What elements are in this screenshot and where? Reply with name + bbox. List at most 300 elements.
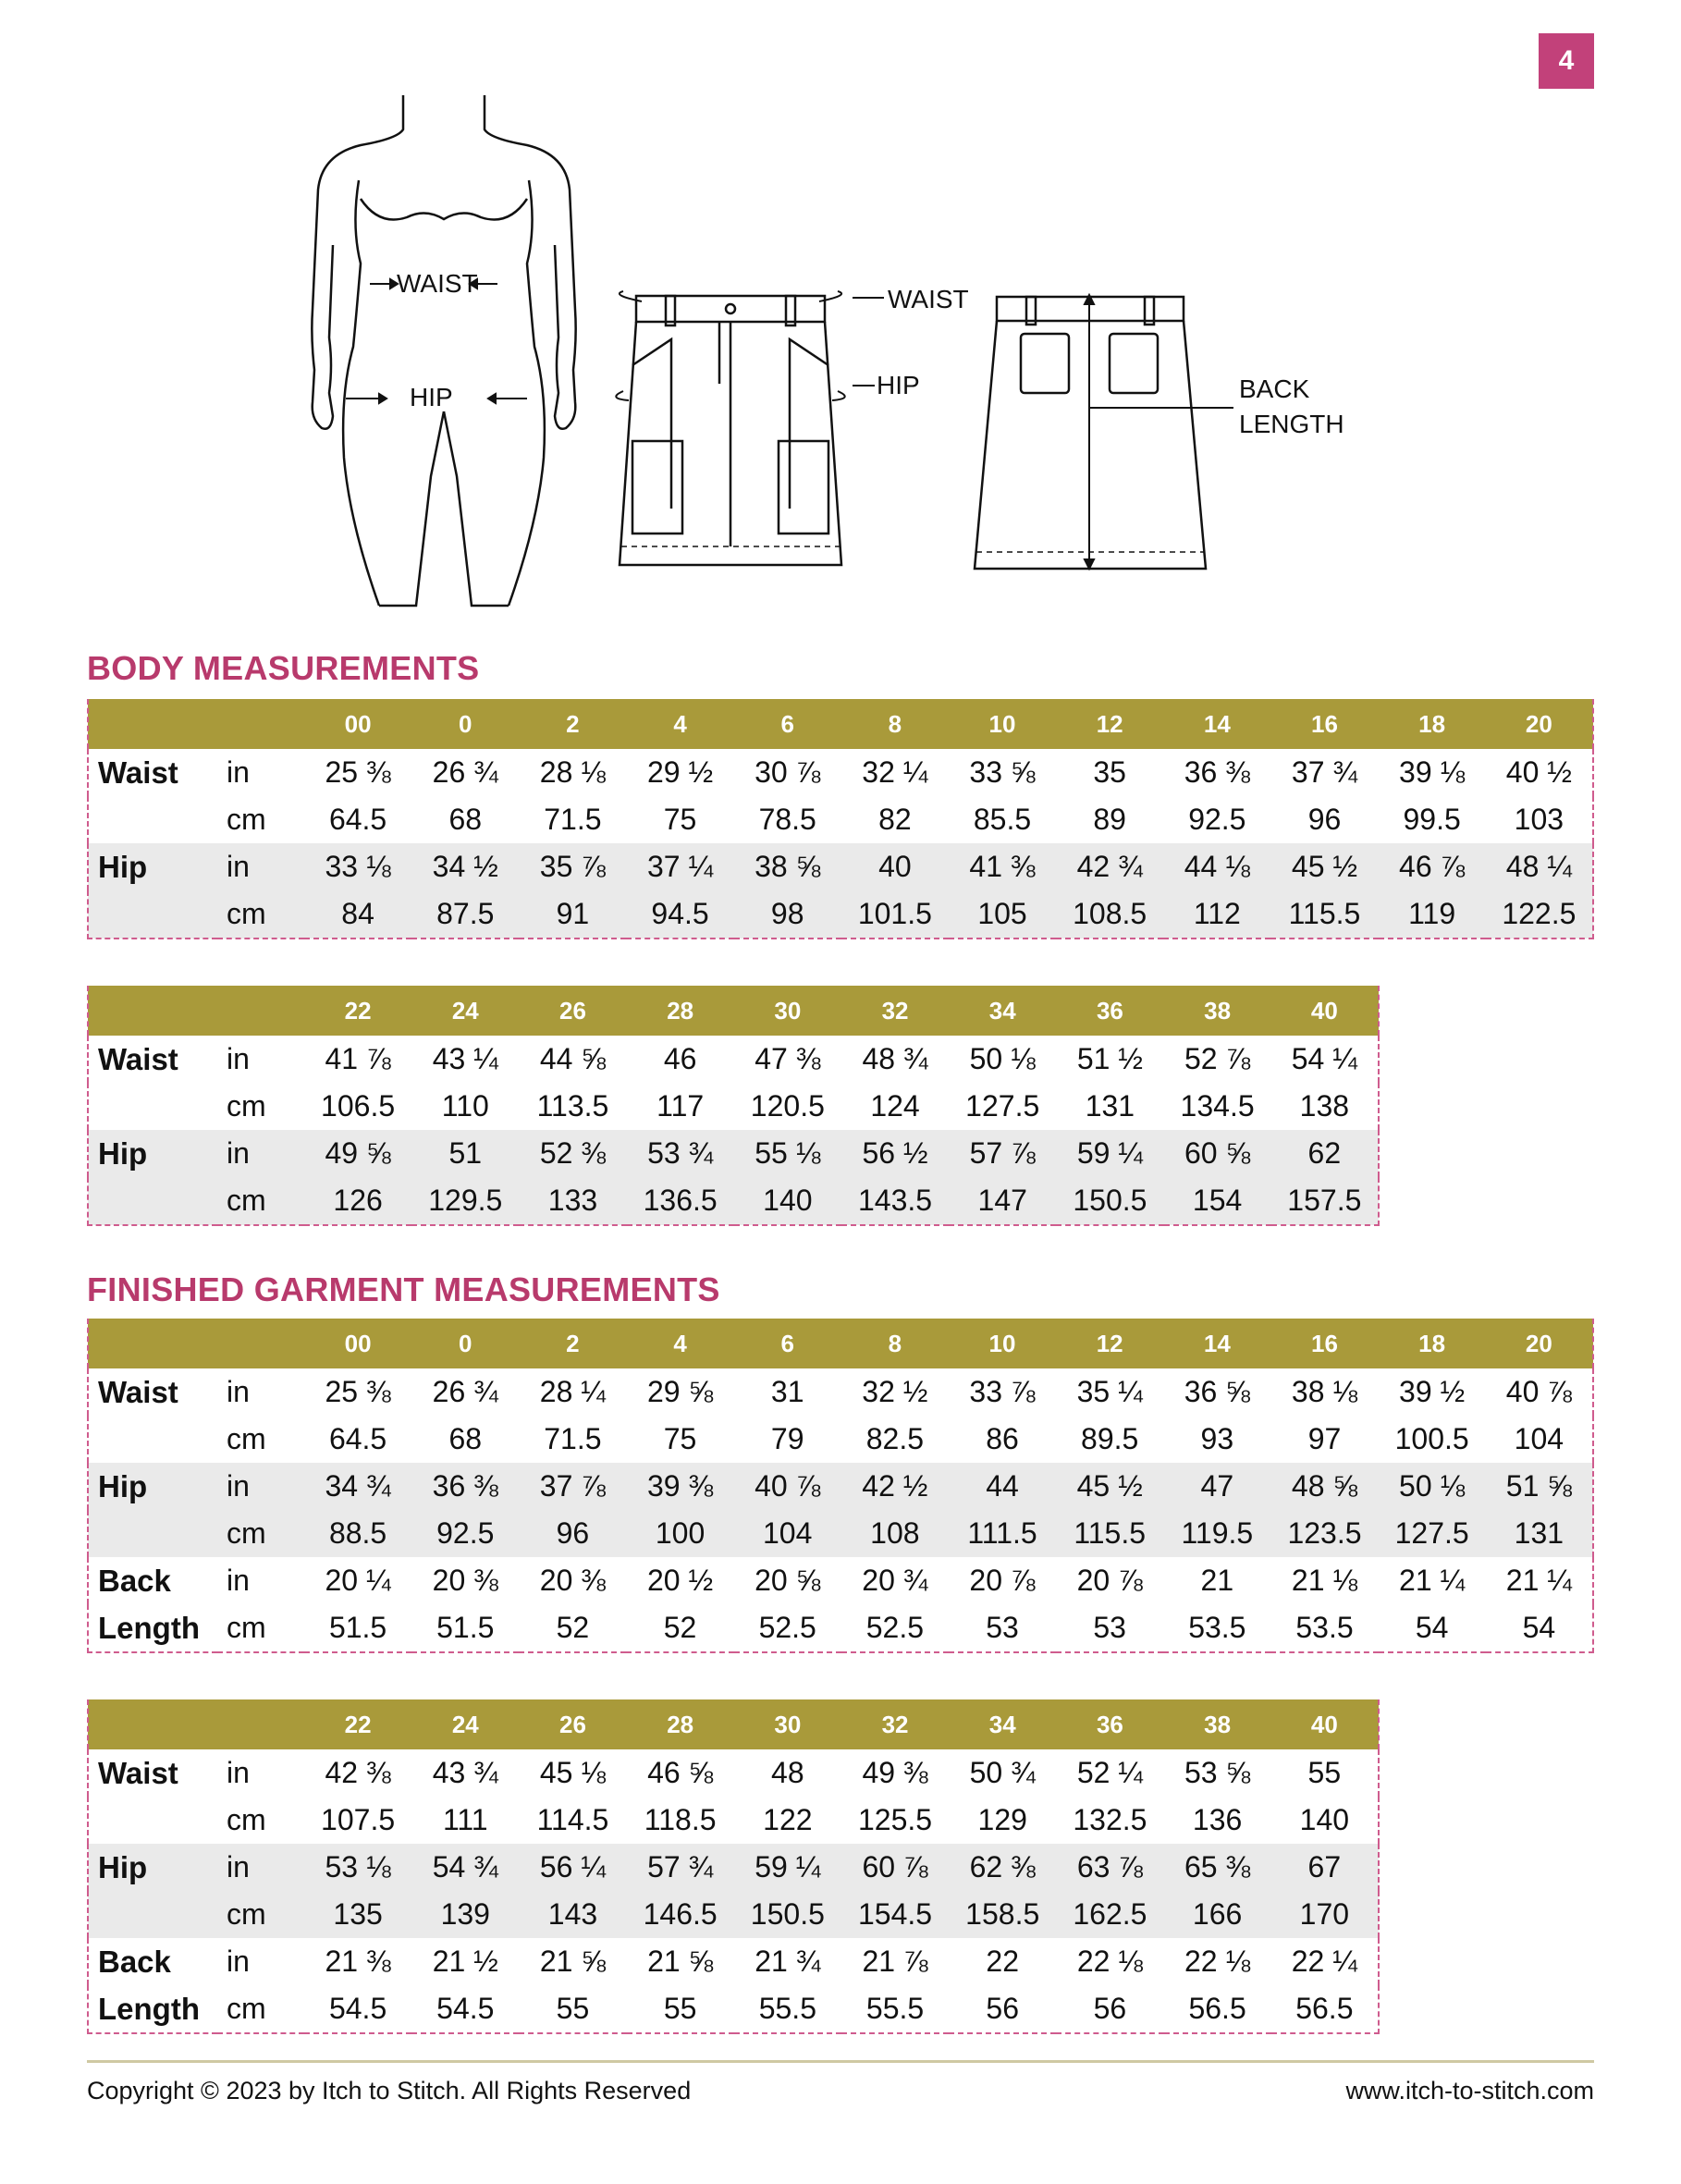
cell: 40 ½: [1486, 749, 1593, 796]
cell: 44 ⅝: [519, 1036, 626, 1083]
cell: 114.5: [519, 1797, 626, 1844]
cell: 120.5: [734, 1083, 841, 1130]
cell: 32 ½: [841, 1368, 949, 1416]
footer-divider: [87, 2060, 1594, 2063]
cell: 44 ⅛: [1163, 843, 1270, 890]
finished-table-1: [87, 1319, 1594, 1653]
cell: 20 ¾: [841, 1557, 949, 1604]
cell: 48 ¾: [841, 1036, 949, 1083]
cell: 92.5: [1163, 796, 1270, 843]
hip-in-row: [88, 1130, 1379, 1177]
cell: 136: [1164, 1797, 1271, 1844]
cell: 112: [1163, 890, 1270, 939]
cell: 103: [1486, 796, 1593, 843]
cell: 87.5: [411, 890, 519, 939]
body-hip-label: HIP: [410, 383, 453, 411]
back-length-in-row: [88, 1938, 1379, 1985]
cell: 132.5: [1056, 1797, 1163, 1844]
cell: 52 ⅜: [519, 1130, 626, 1177]
cell: 125.5: [841, 1797, 949, 1844]
cell: 96: [1270, 796, 1378, 843]
cell: 62: [1271, 1130, 1379, 1177]
size-header: 18: [1379, 699, 1486, 749]
size-header-row: [88, 699, 1593, 749]
cell: 33 ⅝: [949, 749, 1056, 796]
cell: 86: [949, 1416, 1056, 1463]
row-label-length: Length: [88, 1604, 217, 1652]
cell: 110: [411, 1083, 519, 1130]
cell: 54: [1379, 1604, 1486, 1652]
cell: 75: [626, 1416, 733, 1463]
row-label-length: Length: [88, 1985, 217, 2033]
cell: 106.5: [304, 1083, 411, 1130]
cell: 42 ½: [841, 1463, 949, 1510]
cell: 135: [304, 1891, 411, 1938]
cell: 158.5: [949, 1891, 1056, 1938]
skirt-back-illustration: [971, 291, 1359, 587]
cell: 52.5: [734, 1604, 841, 1652]
cell: 40 ⅞: [1486, 1368, 1593, 1416]
cell: 154: [1164, 1177, 1271, 1225]
size-header: 16: [1270, 1319, 1378, 1368]
cell: 134.5: [1164, 1083, 1271, 1130]
cell: 55.5: [841, 1985, 949, 2033]
body-table-2: [87, 986, 1380, 1226]
cell: 62 ⅜: [949, 1844, 1056, 1891]
cell: 21 ⅝: [627, 1938, 734, 1985]
cell: 53 ⅝: [1164, 1749, 1271, 1797]
cell: 29 ½: [626, 749, 733, 796]
cell: 22 ⅛: [1056, 1938, 1163, 1985]
cell: 35 ⅞: [519, 843, 626, 890]
size-header: 2: [519, 1319, 626, 1368]
cell: 129.5: [411, 1177, 519, 1225]
cell: 82: [841, 796, 949, 843]
cell: 54.5: [304, 1985, 411, 2033]
cell: 115.5: [1056, 1510, 1163, 1557]
cell: 150.5: [734, 1891, 841, 1938]
cell: 52: [626, 1604, 733, 1652]
unit-cm: cm: [217, 1797, 304, 1844]
cell: 78.5: [734, 796, 841, 843]
unit-in: in: [217, 1844, 304, 1891]
waist-cm-row: [88, 1416, 1593, 1463]
cell: 57 ¾: [627, 1844, 734, 1891]
cell: 25 ⅜: [304, 749, 411, 796]
unit-in: in: [217, 749, 304, 796]
cell: 53: [1056, 1604, 1163, 1652]
cell: 54 ¼: [1271, 1036, 1379, 1083]
size-header: 30: [734, 986, 841, 1036]
back-length-cm-row: [88, 1604, 1593, 1652]
row-label-hip: Hip: [88, 1844, 217, 1891]
row-label-hip: Hip: [88, 1463, 217, 1510]
size-header-row: [88, 1699, 1379, 1749]
cell: 140: [1271, 1797, 1379, 1844]
cell: 118.5: [627, 1797, 734, 1844]
row-label-waist: Waist: [88, 1368, 217, 1416]
row-label-back: Back: [88, 1938, 217, 1985]
cell: 98: [734, 890, 841, 939]
size-header: 38: [1164, 1699, 1271, 1749]
cell: 36 ⅜: [411, 1463, 519, 1510]
size-header: 8: [841, 1319, 949, 1368]
cell: 71.5: [519, 796, 626, 843]
cell: 37 ¾: [1270, 749, 1378, 796]
cell: 21 ⅞: [841, 1938, 949, 1985]
size-header: 10: [949, 699, 1056, 749]
finished-measurements-title: FINISHED GARMENT MEASUREMENTS: [87, 1270, 720, 1308]
cell: 34 ½: [411, 843, 519, 890]
cell: 54.5: [411, 1985, 519, 2033]
size-header: 6: [734, 1319, 841, 1368]
size-header: 30: [734, 1699, 841, 1749]
size-header: 14: [1163, 1319, 1270, 1368]
cell: 150.5: [1056, 1177, 1163, 1225]
cell: 50 ¾: [949, 1749, 1056, 1797]
skirt-front-illustration: [610, 273, 980, 587]
cell: 96: [519, 1510, 626, 1557]
cell: 22 ¼: [1271, 1938, 1379, 1985]
cell: 64.5: [304, 1416, 411, 1463]
cell: 22: [949, 1938, 1056, 1985]
unit-cm: cm: [217, 1891, 304, 1938]
cell: 119.5: [1163, 1510, 1270, 1557]
cell: 56: [949, 1985, 1056, 2033]
cell: 54 ¾: [411, 1844, 519, 1891]
size-header-row: [88, 1319, 1593, 1368]
cell: 119: [1379, 890, 1486, 939]
cell: 48 ⅝: [1270, 1463, 1378, 1510]
size-header: 28: [627, 1699, 734, 1749]
cell: 48 ¼: [1486, 843, 1593, 890]
cell: 20 ⅜: [519, 1557, 626, 1604]
back-length-in-row: [88, 1557, 1593, 1604]
cell: 127.5: [1379, 1510, 1486, 1557]
cell: 89: [1056, 796, 1163, 843]
cell: 25 ⅜: [304, 1368, 411, 1416]
size-header: 34: [949, 1699, 1056, 1749]
cell: 36 ⅜: [1163, 749, 1270, 796]
cell: 44: [949, 1463, 1056, 1510]
waist-cm-row: [88, 796, 1593, 843]
cell: 105: [949, 890, 1056, 939]
size-header: 12: [1056, 1319, 1163, 1368]
cell: 93: [1163, 1416, 1270, 1463]
size-header: 26: [519, 986, 626, 1036]
cell: 41 ⅞: [304, 1036, 411, 1083]
cell: 91: [519, 890, 626, 939]
size-header: 34: [949, 986, 1056, 1036]
cell: 92.5: [411, 1510, 519, 1557]
hip-in-row: [88, 1844, 1379, 1891]
size-header: 14: [1163, 699, 1270, 749]
cell: 26 ¾: [411, 1368, 519, 1416]
cell: 53.5: [1270, 1604, 1378, 1652]
cell: 63 ⅞: [1056, 1844, 1163, 1891]
body-waist-label: WAIST: [397, 269, 478, 298]
cell: 45 ½: [1056, 1463, 1163, 1510]
unit-cm: cm: [217, 890, 304, 939]
size-header: 18: [1379, 1319, 1486, 1368]
unit-in: in: [217, 1557, 304, 1604]
cell: 21 ¼: [1379, 1557, 1486, 1604]
cell: 68: [411, 796, 519, 843]
hip-cm-row: [88, 1177, 1379, 1225]
cell: 46 ⅝: [627, 1749, 734, 1797]
cell: 64.5: [304, 796, 411, 843]
waist-cm-row: [88, 1797, 1379, 1844]
waist-in-row: [88, 749, 1593, 796]
cell: 111: [411, 1797, 519, 1844]
row-label-hip: Hip: [88, 1130, 217, 1177]
cell: 143: [519, 1891, 626, 1938]
size-header: 22: [304, 1699, 411, 1749]
cell: 53 ⅛: [304, 1844, 411, 1891]
cell: 100.5: [1379, 1416, 1486, 1463]
copyright-text: Copyright © 2023 by Itch to Stitch. All Rights Reserved: [87, 2077, 692, 2104]
cell: 21 ⅝: [519, 1938, 626, 1985]
cell: 55 ⅛: [734, 1130, 841, 1177]
cell: 43 ¼: [411, 1036, 519, 1083]
size-header: 36: [1056, 986, 1163, 1036]
row-label-back: Back: [88, 1557, 217, 1604]
cell: 43 ¾: [411, 1749, 519, 1797]
cell: 97: [1270, 1416, 1378, 1463]
size-header: 10: [949, 1319, 1056, 1368]
cell: 146.5: [627, 1891, 734, 1938]
cell: 51.5: [411, 1604, 519, 1652]
hip-cm-row: [88, 1891, 1379, 1938]
unit-in: in: [217, 1749, 304, 1797]
size-header-row: [88, 986, 1379, 1036]
cell: 37 ⅞: [519, 1463, 626, 1510]
cell: 138: [1271, 1083, 1379, 1130]
hip-cm-row: [88, 1510, 1593, 1557]
size-header: 00: [304, 699, 411, 749]
cell: 47: [1163, 1463, 1270, 1510]
back-label-line2: LENGTH: [1239, 410, 1344, 438]
cell: 170: [1271, 1891, 1379, 1938]
cell: 143.5: [841, 1177, 949, 1225]
cell: 30 ⅞: [734, 749, 841, 796]
size-header: 32: [841, 986, 949, 1036]
hip-cm-row: [88, 890, 1593, 939]
cell: 20 ⅞: [949, 1557, 1056, 1604]
cell: 39 ½: [1379, 1368, 1486, 1416]
cell: 51 ⅝: [1486, 1463, 1593, 1510]
cell: 46 ⅞: [1379, 843, 1486, 890]
cell: 26 ¾: [411, 749, 519, 796]
size-header: 26: [519, 1699, 626, 1749]
size-header: 8: [841, 699, 949, 749]
size-header: 22: [304, 986, 411, 1036]
cell: 21 ½: [411, 1938, 519, 1985]
cell: 57 ⅞: [949, 1130, 1056, 1177]
body-measurements-title: BODY MEASUREMENTS: [87, 649, 480, 687]
cell: 40 ⅞: [734, 1463, 841, 1510]
cell: 20 ⅝: [734, 1557, 841, 1604]
cell: 33 ⅞: [949, 1368, 1056, 1416]
cell: 49 ⅝: [304, 1130, 411, 1177]
cell: 56: [1056, 1985, 1163, 2033]
cell: 101.5: [841, 890, 949, 939]
cell: 21 ¼: [1486, 1557, 1593, 1604]
cell: 140: [734, 1177, 841, 1225]
cell: 124: [841, 1083, 949, 1130]
skirt-hip-label: HIP: [877, 371, 920, 399]
cell: 60 ⅞: [841, 1844, 949, 1891]
cell: 154.5: [841, 1891, 949, 1938]
cell: 32 ¼: [841, 749, 949, 796]
cell: 122.5: [1486, 890, 1593, 939]
cell: 82.5: [841, 1416, 949, 1463]
cell: 42 ¾: [1056, 843, 1163, 890]
unit-in: in: [217, 1368, 304, 1416]
cell: 94.5: [626, 890, 733, 939]
cell: 84: [304, 890, 411, 939]
cell: 88.5: [304, 1510, 411, 1557]
cell: 108: [841, 1510, 949, 1557]
cell: 60 ⅝: [1164, 1130, 1271, 1177]
cell: 21: [1163, 1557, 1270, 1604]
unit-cm: cm: [217, 1416, 304, 1463]
cell: 28 ⅛: [519, 749, 626, 796]
cell: 79: [734, 1416, 841, 1463]
cell: 20 ½: [626, 1557, 733, 1604]
cell: 68: [411, 1416, 519, 1463]
cell: 122: [734, 1797, 841, 1844]
cell: 71.5: [519, 1416, 626, 1463]
cell: 55.5: [734, 1985, 841, 2033]
cell: 28 ¼: [519, 1368, 626, 1416]
cell: 108.5: [1056, 890, 1163, 939]
size-header: 2: [519, 699, 626, 749]
cell: 147: [949, 1177, 1056, 1225]
waist-in-row: [88, 1749, 1379, 1797]
size-header: 36: [1056, 1699, 1163, 1749]
cell: 104: [734, 1510, 841, 1557]
cell: 107.5: [304, 1797, 411, 1844]
unit-in: in: [217, 1938, 304, 1985]
cell: 35: [1056, 749, 1163, 796]
unit-cm: cm: [217, 1985, 304, 2033]
cell: 55: [627, 1985, 734, 2033]
unit-cm: cm: [217, 1510, 304, 1557]
cell: 39 ⅜: [626, 1463, 733, 1510]
size-header: 24: [411, 1699, 519, 1749]
cell: 53: [949, 1604, 1056, 1652]
cell: 53 ¾: [627, 1130, 734, 1177]
unit-cm: cm: [217, 1177, 304, 1225]
cell: 127.5: [949, 1083, 1056, 1130]
cell: 46: [627, 1036, 734, 1083]
back-length-cm-row: [88, 1985, 1379, 2033]
cell: 35 ¼: [1056, 1368, 1163, 1416]
cell: 59 ¼: [1056, 1130, 1163, 1177]
unit-cm: cm: [217, 1083, 304, 1130]
cell: 129: [949, 1797, 1056, 1844]
waist-in-row: [88, 1368, 1593, 1416]
finished-table-2: [87, 1699, 1380, 2034]
size-header: 0: [411, 699, 519, 749]
size-header: 32: [841, 1699, 949, 1749]
cell: 21 ⅜: [304, 1938, 411, 1985]
cell: 157.5: [1271, 1177, 1379, 1225]
cell: 75: [626, 796, 733, 843]
back-label-line1: BACK: [1239, 374, 1310, 403]
cell: 67: [1271, 1844, 1379, 1891]
row-label-waist: Waist: [88, 1749, 217, 1797]
cell: 51.5: [304, 1604, 411, 1652]
waist-in-row: [88, 1036, 1379, 1083]
cell: 115.5: [1270, 890, 1378, 939]
cell: 117: [627, 1083, 734, 1130]
website-link[interactable]: www.itch-to-stitch.com: [1345, 2077, 1594, 2104]
row-label-waist: Waist: [88, 749, 217, 796]
size-header: 0: [411, 1319, 519, 1368]
cell: 100: [626, 1510, 733, 1557]
size-header: 00: [304, 1319, 411, 1368]
cell: 55: [1271, 1749, 1379, 1797]
cell: 38 ⅛: [1270, 1368, 1378, 1416]
unit-in: in: [217, 843, 304, 890]
cell: 38 ⅝: [734, 843, 841, 890]
cell: 59 ¼: [734, 1844, 841, 1891]
body-figure-illustration: [305, 88, 583, 615]
size-header: 40: [1271, 986, 1379, 1036]
cell: 36 ⅝: [1163, 1368, 1270, 1416]
cell: 166: [1164, 1891, 1271, 1938]
cell: 53.5: [1163, 1604, 1270, 1652]
cell: 126: [304, 1177, 411, 1225]
size-header: 16: [1270, 699, 1378, 749]
body-table-1: [87, 699, 1594, 939]
cell: 20 ¼: [304, 1557, 411, 1604]
unit-in: in: [217, 1130, 304, 1177]
cell: 133: [519, 1177, 626, 1225]
waist-cm-row: [88, 1083, 1379, 1130]
size-header: 12: [1056, 699, 1163, 749]
cell: 21 ¾: [734, 1938, 841, 1985]
cell: 51: [411, 1130, 519, 1177]
hip-in-row: [88, 843, 1593, 890]
row-label-waist: Waist: [88, 1036, 217, 1083]
cell: 65 ⅜: [1164, 1844, 1271, 1891]
size-header: 38: [1164, 986, 1271, 1036]
cell: 52.5: [841, 1604, 949, 1652]
size-header: 28: [627, 986, 734, 1036]
cell: 47 ⅜: [734, 1036, 841, 1083]
cell: 139: [411, 1891, 519, 1938]
cell: 45 ½: [1270, 843, 1378, 890]
size-header: 20: [1486, 1319, 1593, 1368]
size-header: 24: [411, 986, 519, 1036]
cell: 113.5: [519, 1083, 626, 1130]
cell: 56.5: [1271, 1985, 1379, 2033]
cell: 136.5: [627, 1177, 734, 1225]
cell: 40: [841, 843, 949, 890]
cell: 52 ⅞: [1164, 1036, 1271, 1083]
row-label-hip: Hip: [88, 843, 217, 890]
cell: 50 ⅛: [1379, 1463, 1486, 1510]
cell: 51 ½: [1056, 1036, 1163, 1083]
cell: 20 ⅜: [411, 1557, 519, 1604]
cell: 54: [1486, 1604, 1593, 1652]
cell: 29 ⅝: [626, 1368, 733, 1416]
cell: 123.5: [1270, 1510, 1378, 1557]
cell: 37 ¼: [626, 843, 733, 890]
